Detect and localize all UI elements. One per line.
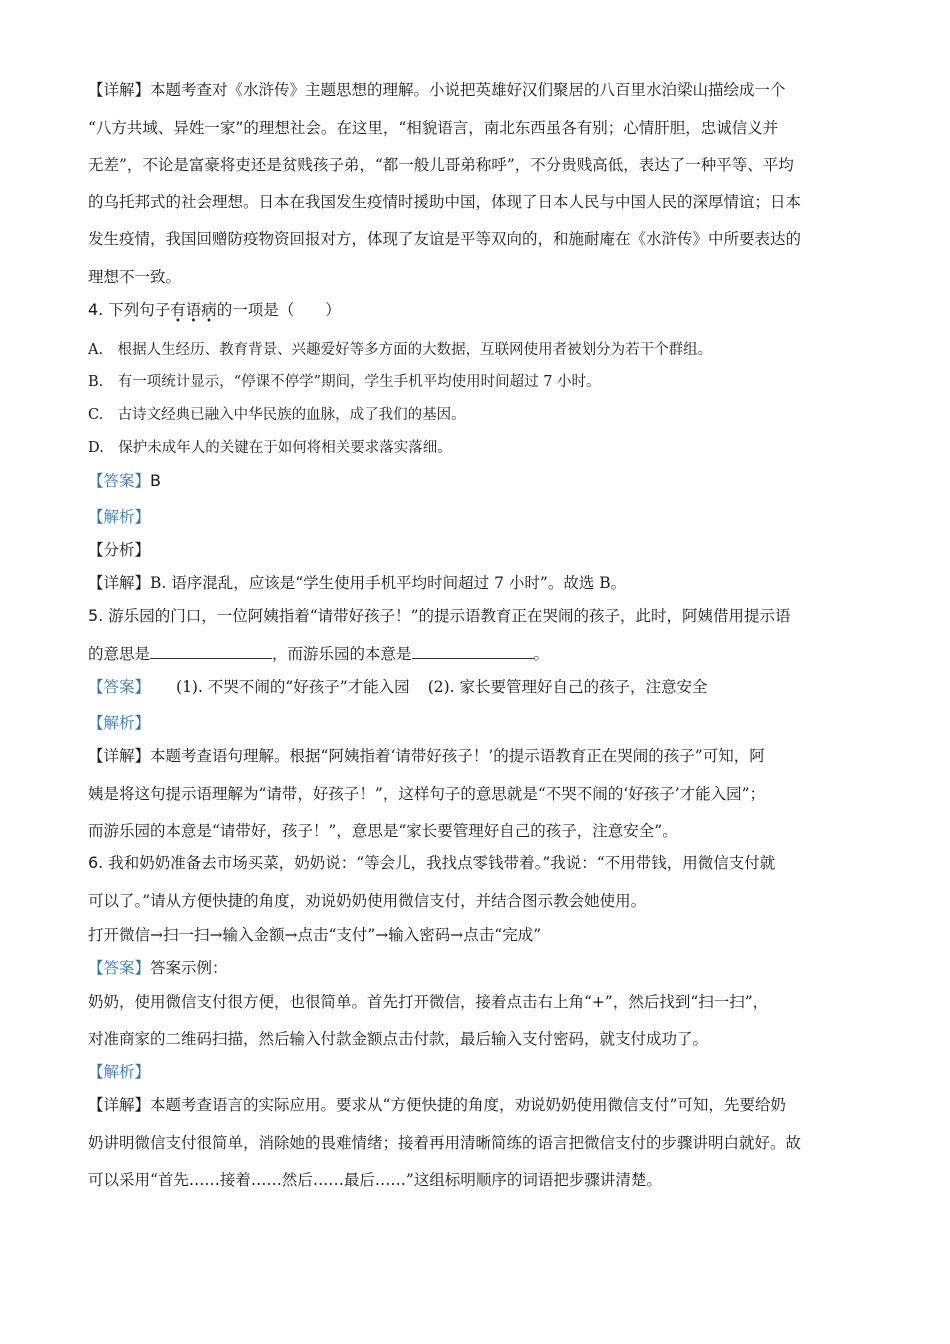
answer-intro: 答案示例： <box>150 959 228 977</box>
q4-answer <box>88 471 161 491</box>
answer-blank <box>412 644 534 659</box>
answer-2: (2). 家长要管理好自己的孩子，注意安全 <box>427 678 708 696</box>
emphasis-char: 有 • <box>170 301 186 327</box>
stem-text: 游乐园的门口，一位阿姨指着“请带好孩子！”的提示语教育正在哭闹的孩子，此时，阿姨借用提示语 <box>108 607 791 625</box>
answer-tag: 【答案】 <box>88 472 151 490</box>
q5-detail-line-2: 姨是将这句提示语理解为“请带，好孩子！”，这样句子的意思就是“不哭不闹的‘好孩子’才能入园”； <box>88 785 766 803</box>
q6-detail-line-3: 可以采用“首先……接着……然后……最后……”这组标明顺序的词语把步骤讲清楚。 <box>88 1171 662 1189</box>
q4-detail <box>88 573 626 593</box>
q5-analysis-tag: 【解析】 <box>88 714 151 732</box>
detail-tag: 【详解】 <box>88 747 151 765</box>
q3-detail-line-5: 发生疫情，我国回赠防疫物资回报对方，体现了友谊是平等双向的，和施耐庵在《水浒传》中所要表达的 <box>88 230 802 248</box>
answer-value: B <box>150 471 161 490</box>
detail-tag: 【详解】 <box>88 81 151 99</box>
detail-text: 本题考查语言的实际应用。要求从“方便快捷的角度，劝说奶奶使用微信支付”可知，先要给奶 <box>150 1096 786 1114</box>
q6-detail-line-1 <box>88 1095 786 1115</box>
q4-fenxi-tag: 【分析】 <box>88 541 151 559</box>
q4-option-b: B. 有一项统计显示，“停课不停学”期间，学生手机平均使用时间超过 7 小时。 <box>88 374 601 390</box>
q3-detail-line-3: 无差”，不论是富豪将吏还是贫贱孩子弟，“都一般儿哥弟称呼”，不分贵贱高低，表达了一种平等、平均 <box>88 156 794 174</box>
stem-text: 。 <box>533 645 550 663</box>
q5-detail-line-3: 而游乐园的本意是“请带好，孩子！”，意思是“家长要管理好自己的孩子，注意安全”。 <box>88 822 678 840</box>
answer-1: (1). 不哭不闹的“好孩子”才能入园 <box>176 678 410 696</box>
answer-tag: 【答案】 <box>88 678 151 696</box>
question-number: 6. <box>88 853 104 872</box>
q3-detail-line-6: 理想不一致。 <box>88 268 182 286</box>
q6-stem-line-2: 可以了。”请从方便快捷的角度，劝说奶奶使用微信支付，并结合图示教会她使用。 <box>88 892 647 910</box>
stem-text-pre: 下列句子 <box>108 301 171 319</box>
answer-tag: 【答案】 <box>88 959 151 977</box>
q5-detail-line-1 <box>88 746 765 766</box>
q6-stem-line-1 <box>88 853 775 873</box>
q3-detail-line-2: “八方共域、异姓一家”的理想社会。在这里，“相貌语言，南北东西虽各有别；心情肝胆，忠诚信义并 <box>88 119 779 137</box>
q4-option-d: D. 保护未成年人的关键在于如何将相关要求落实落细。 <box>88 440 452 456</box>
detail-tag: 【详解】 <box>88 574 151 592</box>
q3-detail-line-4: 的乌托邦式的社会理想。日本在我国发生疫情时援助中国，体现了日本人民与中国人民的深厚情谊；日本 <box>88 193 802 211</box>
q5-stem-line-2 <box>88 644 549 664</box>
q6-answer <box>88 958 228 978</box>
answer-blank <box>150 644 272 659</box>
q6-answer-line-2: 对准商家的二维码扫描，然后输入付款金额点击付款，最后输入支付密码，就支付成功了。 <box>88 1030 709 1048</box>
question-number: 4. <box>88 300 104 319</box>
q6-detail-line-2: 奶讲明微信支付很简单，消除她的畏难情绪；接着再用清晰简练的语言把微信支付的步骤讲明白就好。故 <box>88 1134 802 1152</box>
q4-option-a: A. 根据人生经历、教育背景、兴趣爱好等多方面的大数据，互联网使用者被划分为若干个群组。 <box>88 342 713 358</box>
detail-tag: 【详解】 <box>88 1096 151 1114</box>
q4-stem <box>88 300 341 327</box>
question-number: 5. <box>88 606 104 625</box>
q5-stem-line-1 <box>88 606 791 626</box>
q6-answer-line-1: 奶奶，使用微信支付很方便，也很简单。首先打开微信，接着点击右上角“+”，然后找到“扫一扫”， <box>88 993 769 1011</box>
stem-text: 的意思是 <box>88 645 151 663</box>
q4-option-c: C. 古诗文经典已融入中华民族的血脉，成了我们的基因。 <box>88 407 466 423</box>
detail-text: 本题考查对《水浒传》主题思想的理解。小说把英雄好汉们聚居的八百里水泊梁山描绘成一个 <box>150 81 786 99</box>
stem-text-post: 的一项是（ ） <box>216 301 341 319</box>
stem-text: 我和奶奶准备去市场买菜，奶奶说：“等会儿，我找点零钱带着。”我说：“不用带钱，用微信支付就 <box>108 854 776 872</box>
stem-text: ，而游乐园的本意是 <box>272 645 412 663</box>
detail-text: 本题考查语句理解。根据“阿姨指着‘请带好孩子！’的提示语教育正在哭闹的孩子”可知，阿 <box>150 747 765 765</box>
q4-analysis-tag: 【解析】 <box>88 508 151 526</box>
emphasis-char: 语 • <box>185 301 202 327</box>
q3-detail-line-1 <box>88 80 786 100</box>
detail-text: B. 语序混乱，应该是“学生使用手机平均时间超过 7 小时”。故选 B。 <box>150 574 627 592</box>
q5-answer <box>88 677 708 697</box>
emphasis-char: 病 • <box>201 301 217 327</box>
q6-steps: 打开微信→扫一扫→输入金额→点击“支付”→输入密码→点击“完成” <box>88 926 542 944</box>
q6-analysis-tag: 【解析】 <box>88 1063 151 1081</box>
